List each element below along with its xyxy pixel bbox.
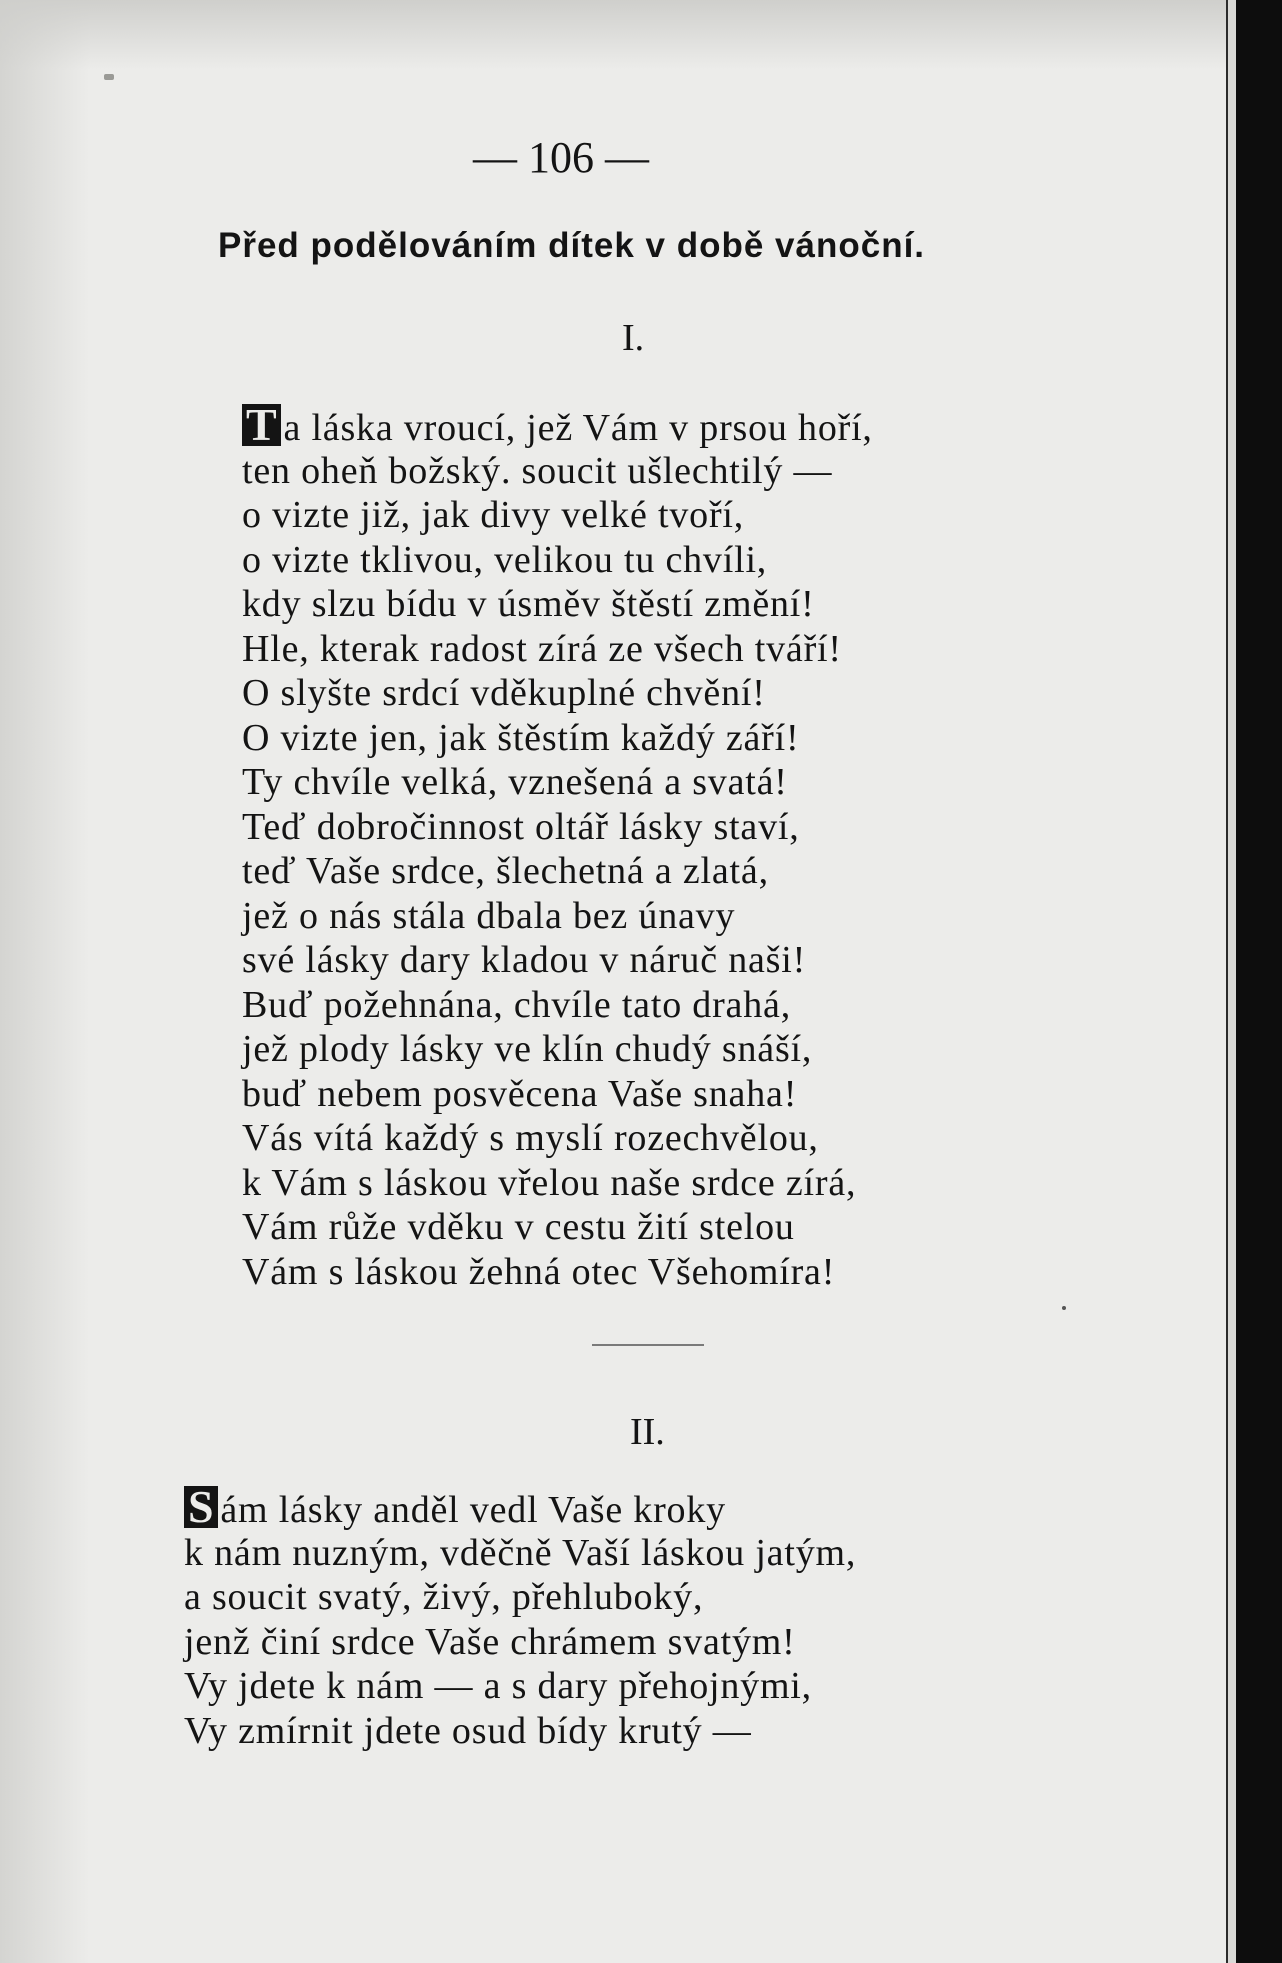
poem-line: O vizte jen, jak štěstím každý září! <box>242 716 800 759</box>
poem-line: jenž činí srdce Vaše chrámem svatým! <box>184 1620 796 1663</box>
section-number-1: I. <box>622 317 645 359</box>
poem-section-2 <box>184 1481 857 1753</box>
poem-line: Vás vítá každý s myslí rozechvělou, <box>242 1117 819 1159</box>
poem-line: O slyšte srdcí vděkuplné chvění! <box>242 672 766 714</box>
scan-border-right <box>1236 0 1282 1963</box>
poem-line: Ty chvíle velká, vznešená a svatá! <box>242 761 788 803</box>
page-shadow-left <box>0 0 90 1963</box>
dropcap-letter: S <box>184 1486 218 1528</box>
poem-line: T a láska vroucí, jež Vám v prsou hoří, <box>242 404 873 449</box>
poem-line: ten oheň božský. soucit ušlechtilý — <box>242 449 833 492</box>
poem-line: Buď požehnána, chvíle tato drahá, <box>242 983 791 1026</box>
poem-line: buď nebem posvěcena Vaše snaha! <box>242 1072 798 1115</box>
paper-speck <box>1062 1306 1066 1310</box>
page-number: — 106 — <box>473 133 649 182</box>
page-title: Před podělováním dítek v době vánoční. <box>218 226 926 265</box>
poem-line: a soucit svatý, živý, přehluboký, <box>184 1576 704 1618</box>
poem-line: Vám s láskou žehná otec Všehomíra! <box>242 1250 836 1293</box>
poem-line: své lásky dary kladou v náruč naši! <box>242 939 807 981</box>
poem-line: jež plody lásky ve klín chudý snáší, <box>242 1028 813 1070</box>
paper-speck <box>104 74 114 80</box>
poem-line: teď Vaše srdce, šlechetná a zlatá, <box>242 850 769 892</box>
poem-line: kdy slzu bídu v úsměv štěstí změní! <box>242 583 815 625</box>
poem-line: S ám lásky anděl vedl Vaše kroky <box>184 1486 856 1531</box>
poem-line: Hle, kterak radost zírá ze všech tváří! <box>242 627 842 670</box>
poem-line: jež o nás stála dbala bez únavy <box>242 894 736 937</box>
poem-line: Vám růže vděku v cestu žití stelou <box>242 1206 795 1248</box>
section-number-2: II. <box>630 1411 665 1453</box>
poem-line: o vizte již, jak divy velké tvoří, <box>242 494 745 536</box>
poem-section-1 <box>242 399 873 1294</box>
poem-line: k nám nuzným, vděčně Vaší láskou jatým, <box>184 1531 857 1574</box>
poem-line: k Vám s láskou vřelou naše srdce zírá, <box>242 1161 857 1204</box>
poem-line: Vy jdete k nám — a s dary přehojnými, <box>184 1665 812 1707</box>
section-divider <box>592 1344 704 1346</box>
page-shadow-top <box>0 0 1228 70</box>
dropcap-letter: T <box>242 404 281 446</box>
poem-line: o vizte tklivou, velikou tu chvíli, <box>242 538 768 581</box>
page-edge-line <box>1226 0 1236 1963</box>
poem-line: Teď dobročinnost oltář lásky staví, <box>242 805 800 848</box>
poem-line: Vy zmírnit jdete osud bídy krutý — <box>184 1709 752 1752</box>
